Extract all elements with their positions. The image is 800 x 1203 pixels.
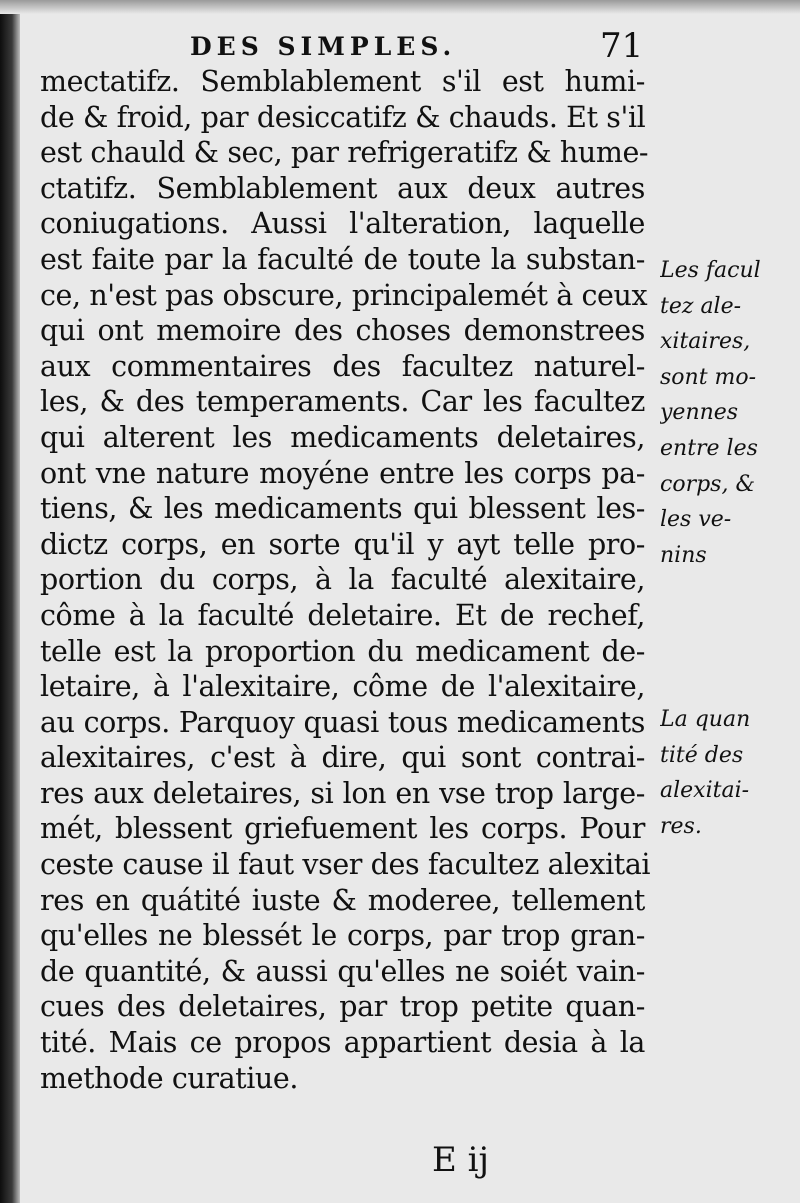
page-number: 71: [600, 26, 644, 66]
text-line: au corps. Parquoy quasi tous medicaments: [40, 705, 645, 739]
margin-note-line: La quan: [660, 707, 751, 732]
text-line: tité. Mais ce propos appartient desia à la: [40, 1026, 645, 1060]
margin-note-line: sont mo-: [660, 364, 757, 390]
margin-note-line: Les facul: [660, 258, 761, 283]
text-line: res aux deletaires, si lon en vse trop large-: [40, 776, 645, 810]
margin-note-line: xitaires,: [660, 329, 751, 355]
text-line: res en quátité iuste & moderee, tellement: [40, 883, 645, 917]
page-top-shadow: [0, 0, 800, 14]
margin-note-line: nins: [660, 542, 707, 568]
margin-note-line: corps, &: [660, 471, 756, 497]
text-line: côme à la faculté deletaire. Et de rechef,: [40, 598, 645, 632]
text-line: coniugations. Aussi l'alteration, laquelle: [40, 207, 645, 241]
signature-mark: E ij: [432, 1140, 490, 1180]
text-line: portion du corps, à la faculté alexitaire,: [40, 563, 645, 597]
text-line: dictz corps, en sorte qu'il y ayt telle pro-: [40, 527, 645, 561]
text-line: de & froid, par desiccatifz & chauds. Et s'il: [40, 100, 646, 134]
margin-note-line: entre les: [660, 435, 758, 461]
margin-note-line: tez ale-: [660, 293, 742, 319]
text-line: ont vne nature moyéne entre les corps pa-: [40, 456, 645, 490]
text-line: mectatifz. Semblablement s'il est humi-: [40, 65, 645, 98]
text-line: ctatifz. Semblablement aux deux autres: [40, 171, 645, 205]
text-line: telle est la proportion du medicament de-: [40, 634, 645, 668]
text-line: cues des deletaires, par trop petite quan-: [40, 990, 645, 1024]
text-line: letaire, à l'alexitaire, côme de l'alexitaire,: [40, 670, 645, 704]
text-line: mét, blessent griefuement les corps. Pour: [40, 812, 645, 846]
text-line: les, & des temperaments. Car les facultez: [40, 385, 645, 419]
text-line: ceste cause il faut vser des facultez alexitai: [40, 848, 651, 882]
text-line: methode curatiue.: [40, 1061, 299, 1095]
margin-note-line: tité des: [660, 742, 744, 768]
text-line: alexitaires, c'est à dire, qui sont contrai-: [40, 741, 645, 775]
margin-note-line: yennes: [660, 400, 739, 426]
text-line: tiens, & les medicaments qui blessent les-: [40, 492, 645, 526]
text-line: qui alterent les medicaments deletaires,: [40, 420, 645, 454]
page-gutter-shadow: [0, 0, 20, 1203]
text-line: ce, n'est pas obscure, principalemét à ceux: [40, 278, 648, 312]
text-line: qui ont memoire des choses demonstrees: [40, 314, 645, 348]
margin-note-alexitaires: [660, 253, 800, 573]
text-line: qu'elles ne blessét le corps, par trop gran-: [40, 919, 645, 953]
text-line: est faite par la faculté de toute la substan-: [40, 242, 645, 276]
margin-note-line: alexitai-: [660, 778, 750, 804]
margin-note-quantite: [660, 702, 800, 844]
margin-note-line: les ve-: [660, 507, 732, 533]
margin-note-line: res.: [660, 813, 702, 839]
running-title: DES SIMPLES.: [190, 32, 457, 61]
text-line: de quantité, & aussi qu'elles ne soiét vain-: [40, 954, 645, 988]
text-line: est chauld & sec, par refrigeratifz & hume-: [40, 136, 649, 170]
main-text-block: [40, 64, 651, 1096]
text-line: aux commentaires des facultez naturel-: [40, 349, 645, 383]
